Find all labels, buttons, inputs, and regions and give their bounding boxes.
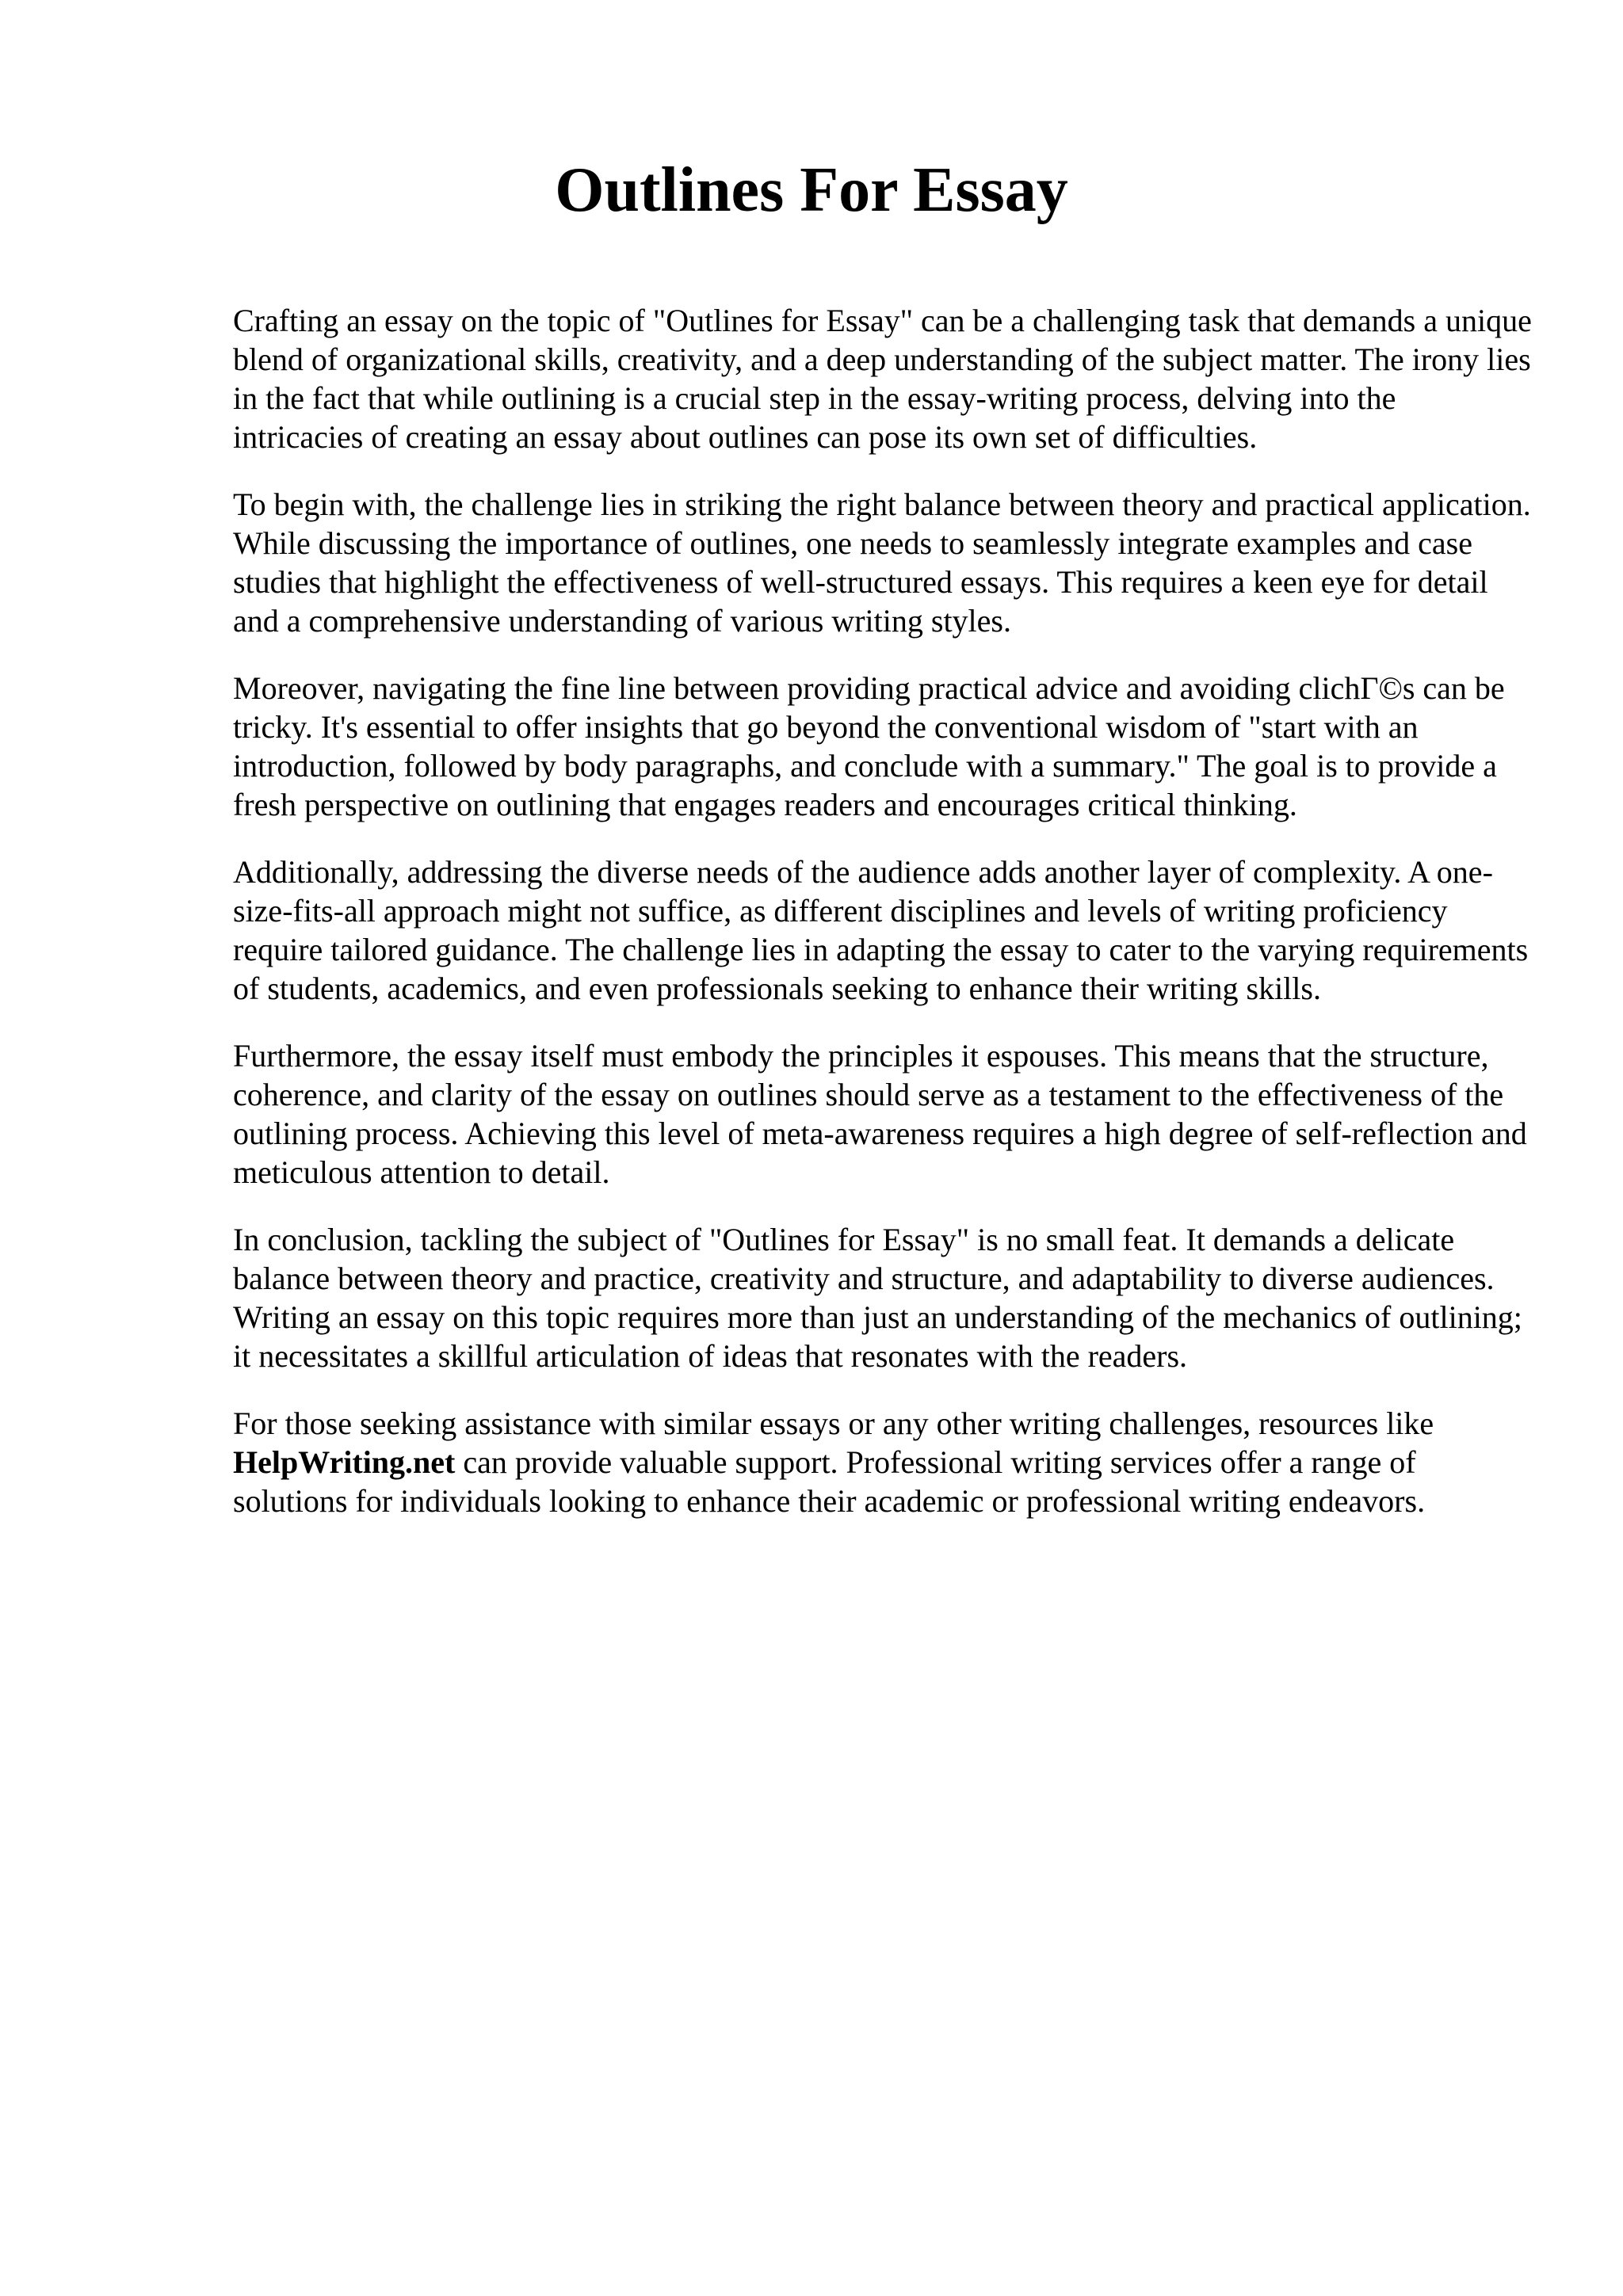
paragraph-principles: Furthermore, the essay itself must embody the principles it espouses. This means that the structure, coherence, and clarity of the essay on outlines should serve as a testament to the effectiveness of the outlining process. Achieving this level of meta-awareness requires a high degree of self-reflection and meticulous attention to detail. (233, 1038, 1527, 1190)
paragraph-audience: Additionally, addressing the diverse needs of the audience adds another layer of complexity. A one-size-fits-all approach might not suffice, as different disciplines and levels of writing proficiency require tailored guidance. The challenge lies in adapting the essay to cater to the varying requirements of students, academics, and even professionals seeking to enhance their writing skills. (233, 854, 1529, 1006)
paragraph-intro: Crafting an essay on the topic of "Outlines for Essay" can be a challenging task that demands a unique blend of organizational skills, creativity, and a deep understanding of the subject matter. The irony lies in the fact that while outlining is a crucial step in the essay-writing process, delving into the intricacies of creating an essay about outlines can pose its own set of difficulties. (233, 303, 1532, 455)
paragraph-balance: To begin with, the challenge lies in striking the right balance between theory and practical application. While discussing the importance of outlines, one needs to seamlessly integrate examples and case studies that highlight the effectiveness of well-structured essays. This requires a keen eye for detail and a comprehensive understanding of various writing styles. (233, 486, 1531, 639)
essay-body (233, 301, 1533, 1549)
paragraph-closing (233, 1404, 1533, 1520)
paragraph-conclusion: In conclusion, tackling the subject of "Outlines for Essay" is no small feat. It demands a delicate balance between theory and practice, creativity and structure, and adaptability to diverse audiences. Writing an essay on this topic requires more than just an understanding of the mechanics of outlining; it necessitates a skillful articulation of ideas that resonates with the readers. (233, 1222, 1522, 1374)
page-title: Outlines For Essay (555, 155, 1068, 225)
closing-text-before: For those seeking assistance with similar essays or any other writing challenges, resources like (233, 1405, 1434, 1441)
closing-text-after: can provide valuable support. Professional writing services offer a range of solutions for individuals looking to enhance their academic or professional writing endeavors. (233, 1444, 1426, 1519)
paragraph-cliches: Moreover, navigating the fine line between providing practical advice and avoiding clichГ©s can be tricky. It's essential to offer insights that go beyond the conventional wisdom of "start with an introduction, followed by body paragraphs, and conclude with a summary." The goal is to provide a fresh perspective on outlining that engages readers and encourages critical thinking. (233, 670, 1505, 822)
brand-name: HelpWriting.net (233, 1444, 456, 1480)
